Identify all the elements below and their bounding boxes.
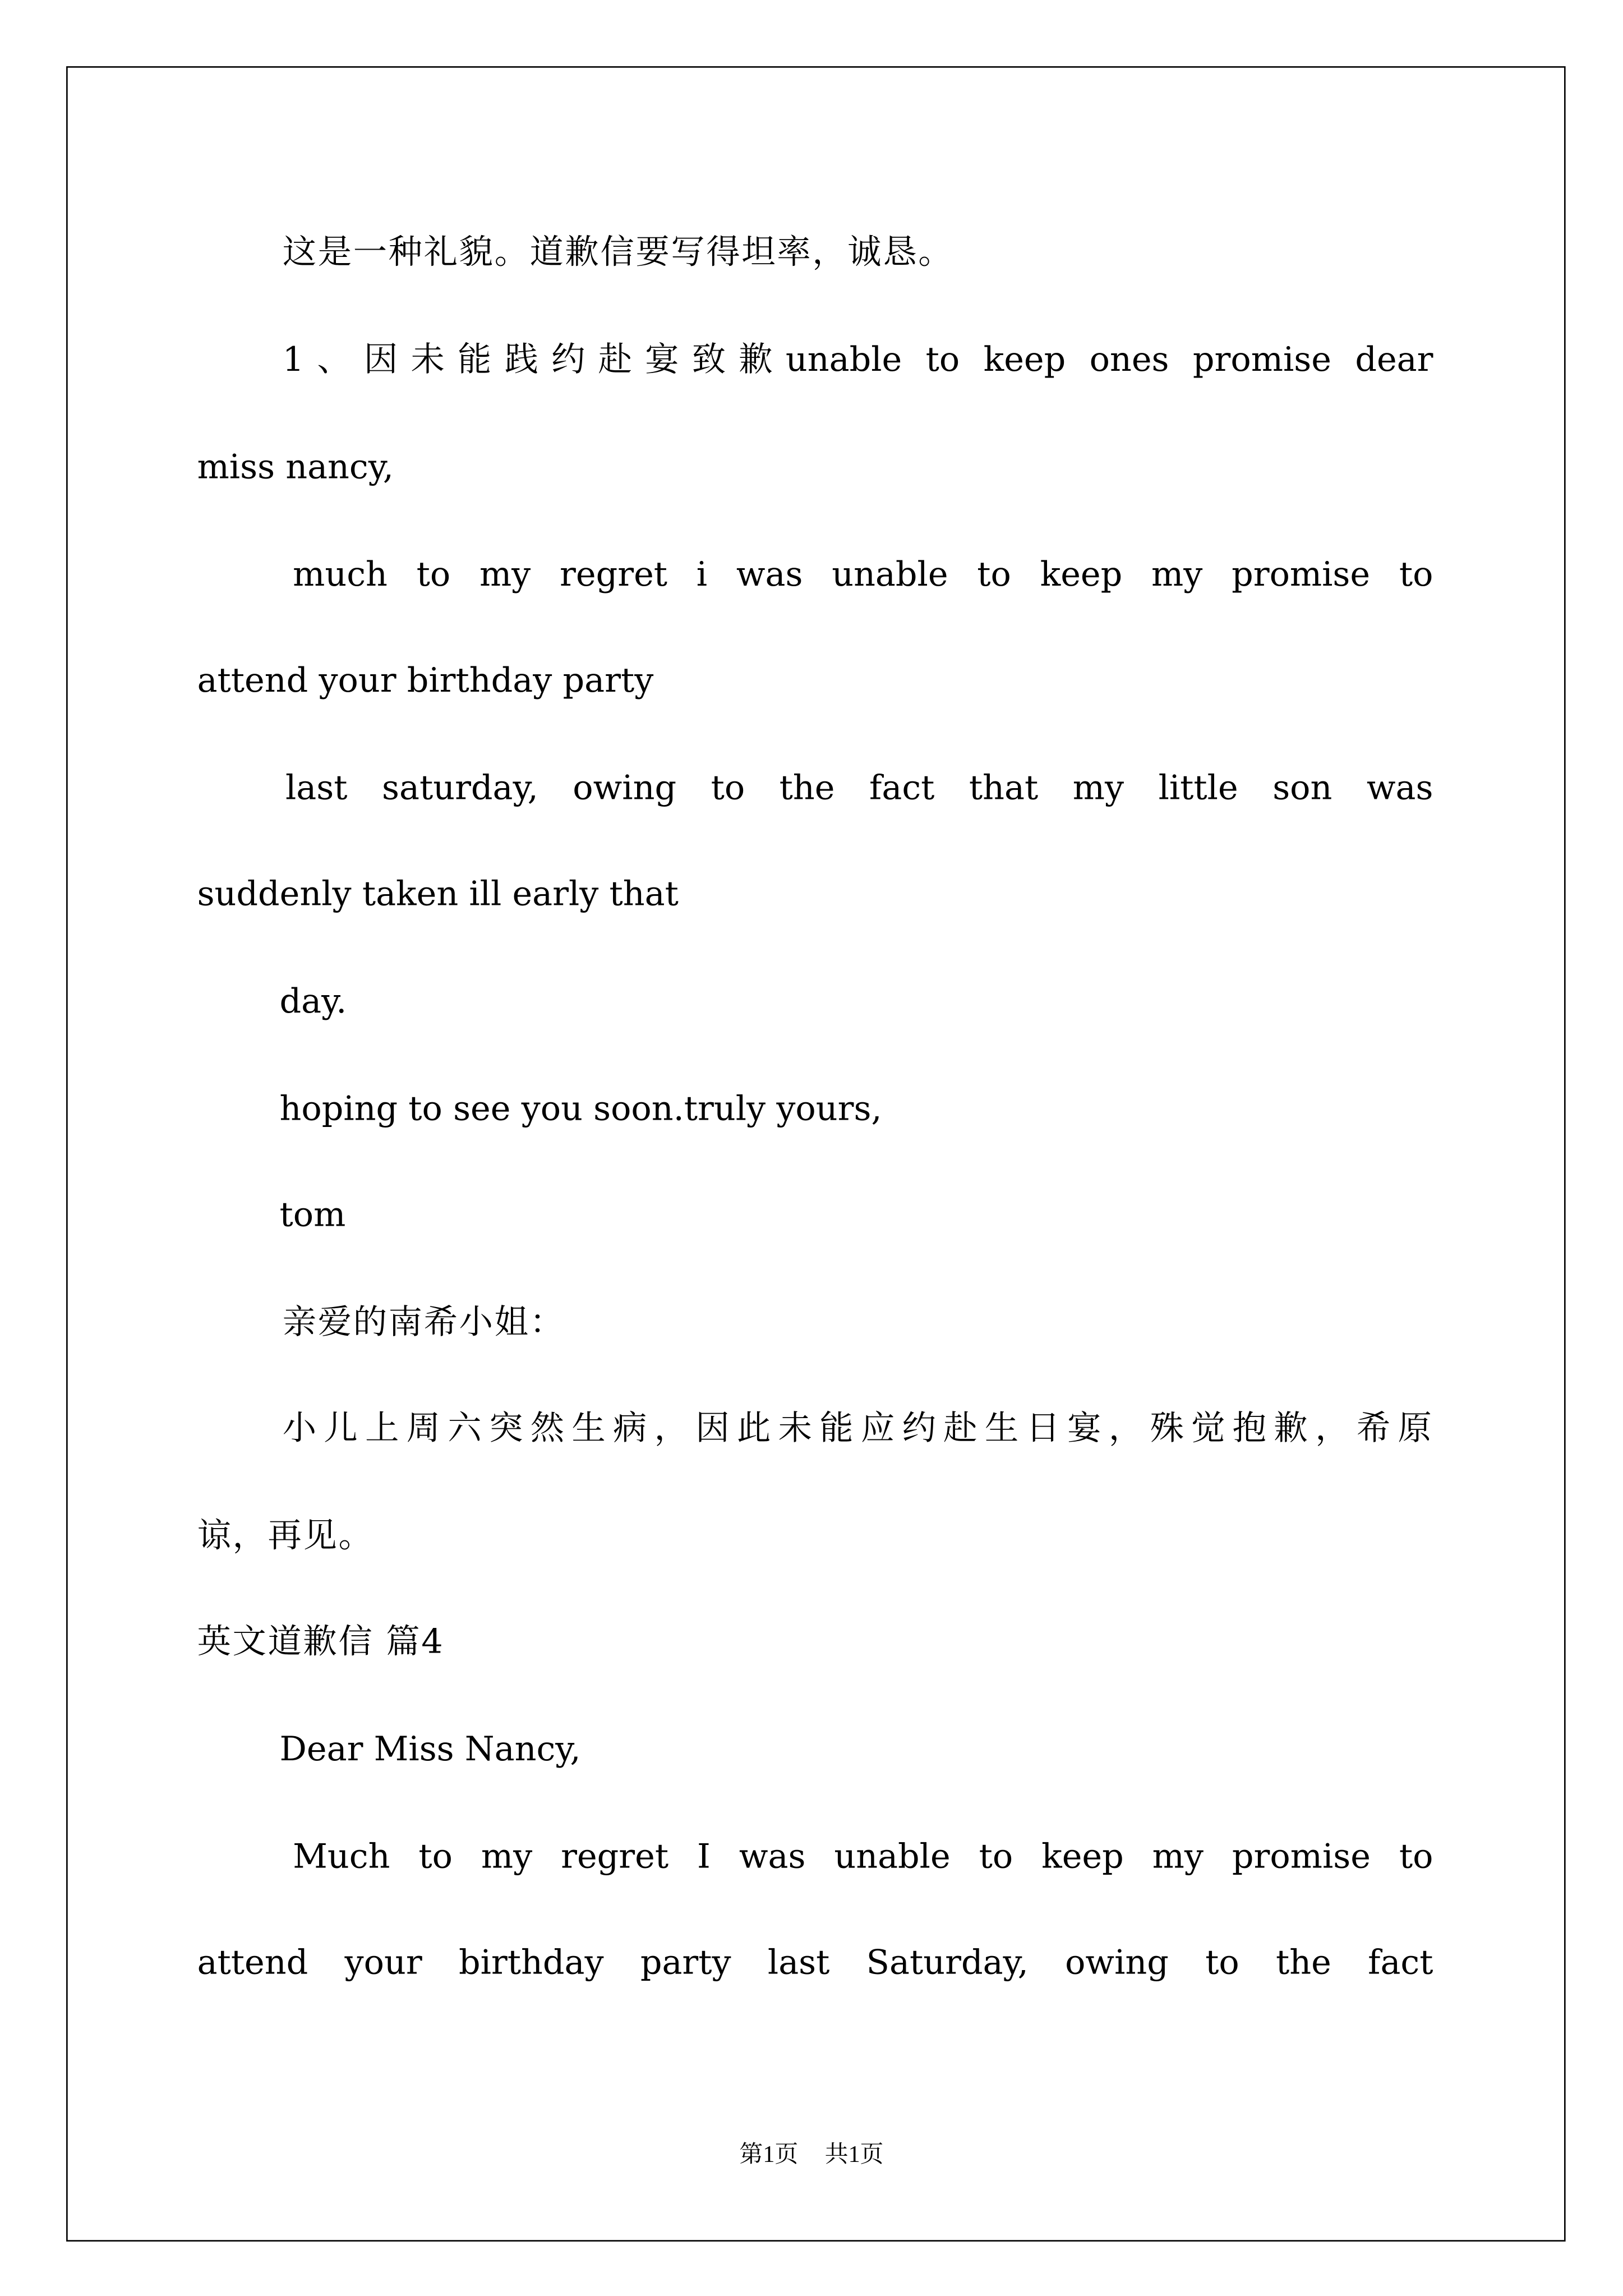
paragraph-line-10: tom [279,1197,346,1235]
page-number: 第1页 [739,2143,799,2168]
page-total: 共1页 [824,2143,884,2168]
paragraph-line-8: day. [279,983,347,1022]
paragraph-line-17: attend your birthday party last Saturday, owing to the fact [197,1944,1433,1983]
paragraph-line-3: miss nancy, [197,449,394,487]
paragraph-line-4: much to my regret i was unable to keep my promise to [293,556,1433,595]
page-border [66,66,1566,2242]
paragraph-line-5: attend your birthday party [197,662,654,701]
paragraph-line-6: last saturday, owing to the fact that my little son was [285,770,1433,808]
page-footer [0,2138,1623,2174]
section-heading: 英文道歉信 篇4 [197,1623,445,1662]
paragraph-line-12: 小儿上周六突然生病，因此未能应约赴生日宴，殊觉抱歉，希原 [282,1410,1433,1448]
paragraph-line-16: Much to my regret I was unable to keep my promise to [293,1838,1433,1877]
paragraph-line-11: 亲爱的南希小姐： [282,1304,565,1342]
paragraph-line-7: suddenly taken ill early that [197,876,679,914]
paragraph-line-9: hoping to see you soon.truly yours, [279,1091,882,1129]
paragraph-line-1: 这是一种礼貌。道歉信要写得坦率，诚恳。 [282,234,954,273]
paragraph-line-15: Dear Miss Nancy, [279,1731,581,1769]
paragraph-line-13: 谅，再见。 [197,1517,374,1556]
paragraph-line-2: 1、因未能践约赴宴致歉unable to keep ones promise dear [282,341,1433,380]
